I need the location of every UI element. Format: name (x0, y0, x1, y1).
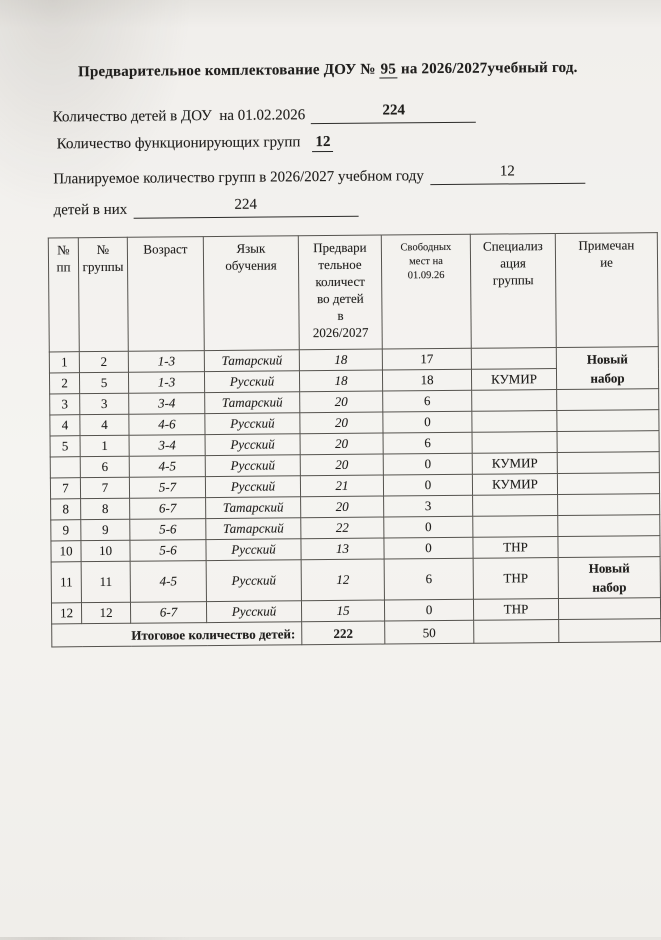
table-cell: 6 (80, 456, 129, 477)
table-cell: 20 (300, 391, 383, 413)
functioning-groups-label: Количество функционирующих групп (52, 134, 301, 153)
table-cell: 3 (384, 495, 473, 517)
table-cell: Русский (204, 371, 299, 393)
table-cell: 4-5 (129, 456, 205, 478)
col-header-age: Возраст (127, 237, 204, 352)
table-cell: 1 (80, 435, 129, 456)
table-cell: ТНР (473, 558, 558, 600)
table-cell: Русский (206, 539, 301, 561)
table-cell: 3 (50, 394, 80, 415)
table-cell: 3-4 (129, 393, 205, 415)
table-cell: 13 (301, 538, 384, 560)
table-cell: Татарский (204, 350, 299, 372)
functioning-groups-line (53, 131, 659, 157)
total-children-value: 222 (302, 621, 385, 645)
table-cell (472, 432, 557, 454)
table-cell: Русский (205, 434, 300, 456)
table-cell: 22 (301, 517, 384, 539)
table-cell: 1-3 (128, 372, 204, 394)
table-cell: 12 (301, 559, 384, 601)
table-cell: 3 (80, 393, 129, 414)
table-cell: 0 (383, 474, 472, 496)
col-header-specialization: Специализ ация группы (470, 234, 556, 349)
table-cell: Русский (206, 601, 301, 623)
table-cell: ТНР (473, 537, 558, 559)
table-cell: 1-3 (128, 351, 204, 373)
table-cell: 21 (300, 475, 383, 497)
table-cell: 4-5 (130, 561, 206, 603)
table-cell: 4 (80, 414, 129, 435)
children-in-them-line (53, 193, 659, 219)
table-cell: 0 (384, 599, 473, 621)
table-cell (472, 411, 557, 433)
table-cell: 2 (49, 373, 79, 394)
table-row (49, 347, 658, 373)
table-cell (557, 452, 659, 474)
table-cell: 5-6 (130, 519, 206, 541)
table-cell: 20 (300, 433, 383, 455)
table-cell: ТНР (473, 599, 558, 621)
planned-groups-value: 12 (430, 163, 585, 185)
table-cell: 1 (49, 352, 79, 373)
table-cell: Русский (205, 413, 300, 435)
children-count-line (53, 100, 659, 126)
table-cell: 11 (81, 561, 130, 602)
table-cell (557, 431, 659, 453)
table-cell: Русский (205, 455, 300, 477)
table-cell: Русский (206, 560, 301, 602)
table-cell: 11 (51, 562, 81, 603)
planned-groups-line (53, 162, 659, 188)
table-cell: 6-7 (130, 602, 206, 624)
groups-table (48, 232, 661, 647)
table-cell: КУМИР (472, 453, 557, 475)
table-cell: 18 (299, 370, 382, 392)
col-header-free-places: Свободных мест на 01.09.26 (381, 234, 471, 349)
table-cell: Татарский (205, 392, 300, 414)
table-body (49, 347, 660, 624)
table-cell: 8 (51, 499, 81, 520)
col-header-note: Примечан ие (555, 233, 658, 348)
table-header (48, 233, 658, 352)
table-cell: 7 (80, 477, 129, 498)
children-in-them-label: детей в них (53, 201, 128, 219)
total-row (52, 619, 661, 647)
table-cell: Русский (205, 476, 300, 498)
table-cell: Татарский (206, 518, 301, 540)
total-empty-cell (559, 619, 661, 643)
col-header-npp: № пп (48, 238, 79, 352)
table-cell: 17 (382, 348, 471, 370)
title-suffix: на 2026/2027учебный год. (396, 59, 578, 78)
table-cell: 0 (384, 516, 473, 538)
table-cell: 18 (299, 349, 382, 371)
table-cell (558, 494, 660, 516)
table-cell: КУМИР (471, 369, 556, 391)
table-cell: 2 (79, 351, 128, 372)
table-cell: 20 (300, 412, 383, 434)
table-cell (472, 390, 557, 412)
table-cell (557, 410, 659, 432)
children-count-value: 224 (311, 102, 476, 124)
table-cell: 10 (81, 540, 130, 561)
total-label: Итоговое количество детей: (52, 622, 302, 647)
table-cell: 0 (383, 453, 472, 475)
table-footer (52, 619, 661, 647)
total-empty-cell (474, 620, 559, 644)
table-cell: 9 (81, 519, 130, 540)
table-cell: 4 (50, 415, 80, 436)
table-cell: 5 (50, 436, 80, 457)
col-header-group-number: № группы (78, 237, 128, 351)
table-cell: 4-6 (129, 414, 205, 436)
children-count-label: Количество детей в ДОУ на 01.02.2026 (52, 107, 306, 126)
table-row (51, 557, 660, 603)
page-title (0, 0, 658, 82)
table-cell (471, 348, 556, 370)
table-cell: 20 (301, 496, 384, 518)
table-cell: 6 (383, 390, 472, 412)
table-cell (557, 389, 659, 411)
table-cell: 8 (81, 498, 130, 519)
table-cell (473, 516, 558, 538)
table-cell: 7 (50, 478, 80, 499)
table-cell (50, 457, 80, 478)
table-cell (557, 473, 659, 495)
table-cell: 12 (51, 603, 81, 624)
table-cell: 0 (383, 411, 472, 433)
table-cell: 5-7 (129, 477, 205, 499)
table-cell: 18 (382, 369, 471, 391)
table-cell (558, 536, 660, 558)
table-cell: 3-4 (129, 435, 205, 457)
table-cell: 20 (300, 454, 383, 476)
col-header-preliminary-count: Предвари тельное количест во детей в 2026/2027 (298, 235, 382, 350)
table-cell: 15 (301, 600, 384, 622)
table-cell: 0 (384, 537, 473, 559)
total-free-places-value: 50 (385, 620, 474, 644)
table-cell: Новый набор (558, 557, 660, 599)
col-header-language: Язык обучения (203, 236, 299, 351)
table-cell (558, 598, 660, 620)
functioning-groups-value: 12 (312, 134, 333, 152)
table-header-row (48, 233, 658, 352)
table-cell: 9 (51, 520, 81, 541)
table-cell: КУМИР (472, 474, 557, 496)
table-cell (558, 515, 660, 537)
table-cell: 12 (81, 602, 130, 623)
table-cell: 5-6 (130, 540, 206, 562)
table-cell: Новый набор (556, 347, 658, 390)
table-cell: 6 (384, 558, 473, 600)
table-cell: 5 (79, 372, 128, 393)
table-cell (473, 495, 558, 517)
table-cell: 6 (383, 432, 472, 454)
table-cell: Татарский (206, 497, 301, 519)
table-cell: 6-7 (130, 498, 206, 520)
title-prefix: Предварительное комплектование ДОУ № (78, 61, 380, 81)
children-in-them-value: 224 (133, 196, 358, 219)
table-cell: 10 (51, 541, 81, 562)
planned-groups-label: Планируемое количество групп в 2026/2027 учебном году (53, 168, 424, 188)
title-dou-number: 95 (380, 61, 397, 78)
